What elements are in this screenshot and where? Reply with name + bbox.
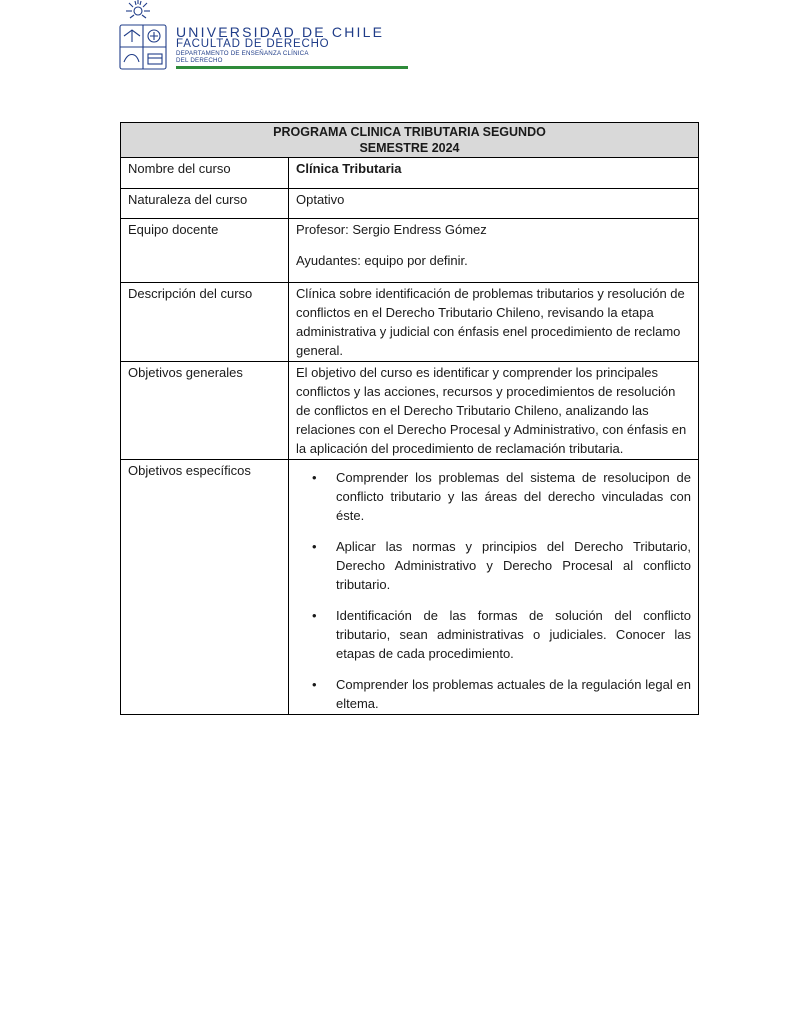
program-title <box>121 123 699 158</box>
team-value <box>289 219 699 283</box>
university-name: UNIVERSIDAD DE CHILE <box>176 24 385 40</box>
table-row <box>121 219 699 283</box>
university-crest-icon <box>118 0 168 72</box>
objective-text: Identificación de las formas de solución del conflicto tributario, sean administrativas o judiciales. Conocer las etapas de cada procedimiento. <box>336 608 691 661</box>
bullet-icon: • <box>312 677 317 692</box>
description-value: Clínica sobre identificación de problemas tributarios y resolución de conflictos en el Derecho Tributario Chileno, revisando la etapa administrativa y judicial con énfasis enel procedimiento de reclamo general. <box>289 283 699 362</box>
row-label-course-name: Nombre del curso <box>121 158 289 189</box>
table-row <box>121 283 699 362</box>
specific-objectives-value <box>289 460 699 715</box>
table-row <box>121 189 699 219</box>
list-item <box>296 606 691 663</box>
professor-text: Profesor: Sergio Endress Gómez <box>296 222 487 237</box>
department-line-2: DEL DERECHO <box>176 56 223 64</box>
bullet-icon: • <box>312 470 317 485</box>
list-item <box>296 675 691 713</box>
table-header-row <box>121 123 699 158</box>
row-label-specific-objectives: Objetivos específicos <box>121 460 289 715</box>
program-title-line-1: PROGRAMA CLINICA TRIBUTARIA SEGUNDO <box>273 125 546 139</box>
table-row <box>121 158 699 189</box>
specific-objectives-list <box>296 468 691 713</box>
department-line-1: DEPARTAMENTO DE ENSEÑANZA CLÍNICA <box>176 50 309 57</box>
assistants-text: Ayudantes: equipo por definir. <box>296 253 468 268</box>
objective-text: Aplicar las normas y principios del Derecho Tributario, Derecho Administrativo y Derecho Procesal al conflicto tributario. <box>336 539 691 592</box>
table-row <box>121 460 699 715</box>
course-name-value: Clínica Tributaria <box>289 158 699 189</box>
row-label-nature: Naturaleza del curso <box>121 189 289 219</box>
objective-text: Comprender los problemas del sistema de resolucipon de conflicto tributario y las áreas del derecho vinculadas con éste. <box>336 470 691 523</box>
row-label-description: Descripción del curso <box>121 283 289 362</box>
general-objectives-value: El objetivo del curso es identificar y comprender los principales conflictos y las acciones, recursos y procedimientos de resolución de conflictos en el Derecho Tributario Chileno, analizando las relaciones con el Derecho Procesal y Administrativo, con énfasis en la aplicación del procedimiento de reclamación tributaria. <box>289 362 699 460</box>
table-row <box>121 362 699 460</box>
nature-value: Optativo <box>289 189 699 219</box>
objective-text: Comprender los problemas actuales de la regulación legal en eltema. <box>336 677 691 711</box>
letterhead <box>118 0 388 72</box>
row-label-general-objectives: Objetivos generales <box>121 362 289 460</box>
header-rule <box>176 66 408 69</box>
bullet-icon: • <box>312 608 317 623</box>
row-label-team: Equipo docente <box>121 219 289 283</box>
program-table <box>120 122 699 715</box>
list-item <box>296 468 691 525</box>
list-item <box>296 537 691 594</box>
faculty-name: FACULTAD DE DERECHO <box>176 38 330 50</box>
program-title-line-2: SEMESTRE 2024 <box>359 141 460 155</box>
bullet-icon: • <box>312 539 317 554</box>
department-name <box>176 51 309 64</box>
